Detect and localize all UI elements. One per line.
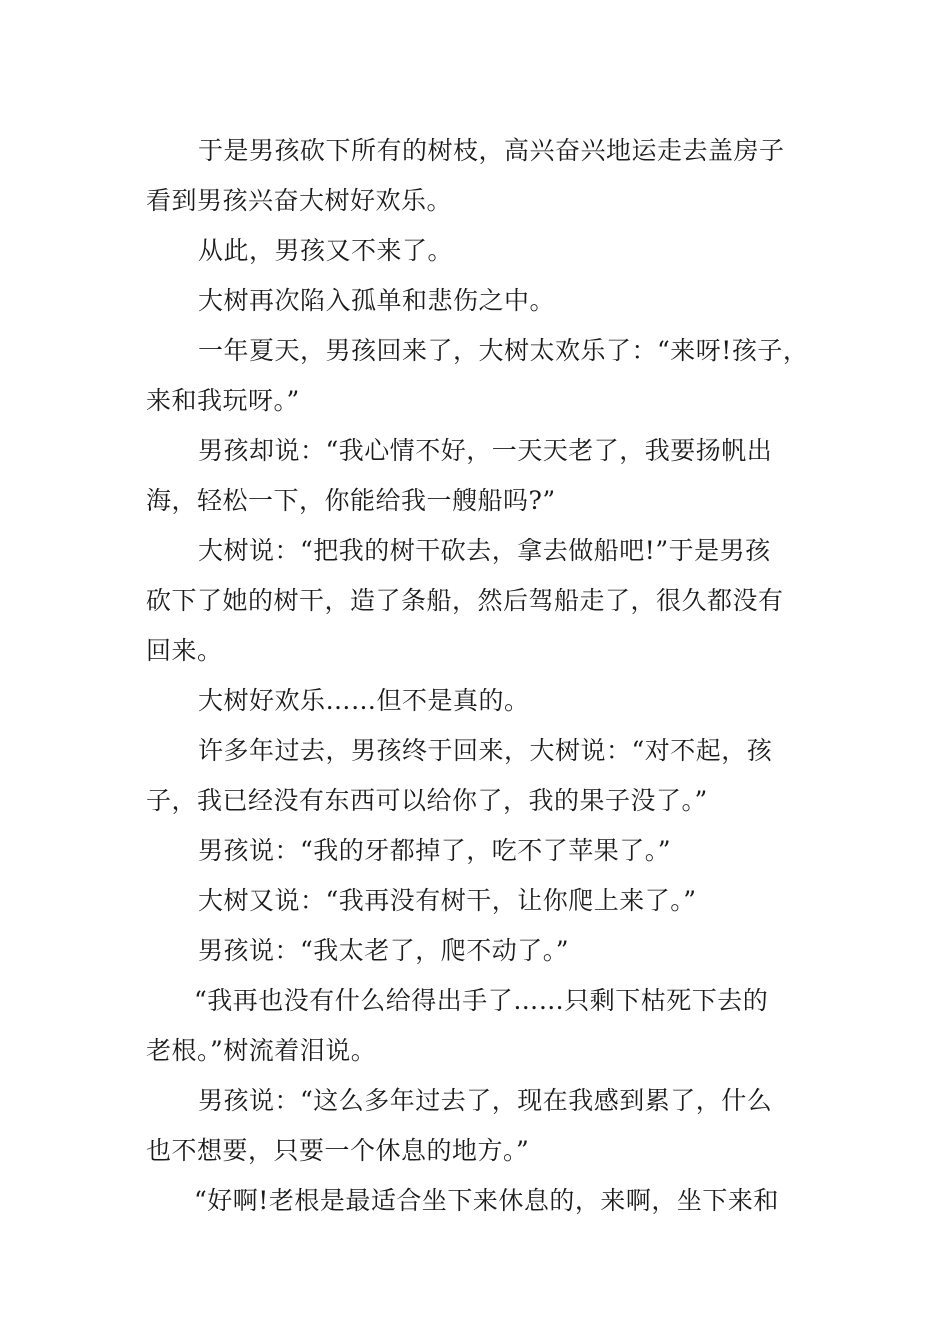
text-line: “好啊!老根是最适合坐下来休息的，来啊，坐下来和 xyxy=(194,1186,779,1215)
text-line: 大树好欢乐……但不是真的。 xyxy=(198,686,530,715)
text-line: 砍下了她的树干，造了条船，然后驾船走了，很久都没有 xyxy=(146,586,784,615)
text-line: 男孩说：“我太老了，爬不动了。” xyxy=(198,936,570,965)
text-line: 于是男孩砍下所有的树枝，高兴奋兴地运走去盖房子 xyxy=(198,136,785,165)
text-line: 许多年过去，男孩终于回来，大树说：“对不起，孩 xyxy=(198,736,773,765)
text-line: 男孩却说：“我心情不好，一天天老了，我要扬帆出 xyxy=(198,436,773,465)
text-line: 老根。”树流着泪说。 xyxy=(146,1036,377,1065)
text-line: “我再也没有什么给得出手了……只剩下枯死下去的 xyxy=(194,986,769,1015)
text-line: 来和我玩呀。” xyxy=(146,386,300,415)
text-line: 大树又说：“我再没有树干，让你爬上来了。” xyxy=(198,886,697,915)
text-line: 一年夏天，男孩回来了，大树太欢乐了：“来呀!孩子， xyxy=(198,336,809,365)
text-line: 大树再次陷入孤单和悲伤之中。 xyxy=(198,286,556,315)
text-line: 从此，男孩又不来了。 xyxy=(198,236,454,265)
text-line: 男孩说：“我的牙都掉了，吃不了苹果了。” xyxy=(198,836,672,865)
text-line: 看到男孩兴奋大树好欢乐。 xyxy=(146,186,453,215)
text-line: 子，我已经没有东西可以给你了，我的果子没了。” xyxy=(146,786,708,815)
story-text xyxy=(146,126,810,1226)
text-line: 回来。 xyxy=(146,636,223,665)
text-line: 海，轻松一下，你能给我一艘船吗?” xyxy=(146,486,556,515)
text-line: 大树说：“把我的树干砍去，拿去做船吧!”于是男孩 xyxy=(198,536,771,565)
text-line: 也不想要，只要一个休息的地方。” xyxy=(146,1136,530,1165)
text-line: 男孩说：“这么多年过去了，现在我感到累了，什么 xyxy=(198,1086,773,1115)
